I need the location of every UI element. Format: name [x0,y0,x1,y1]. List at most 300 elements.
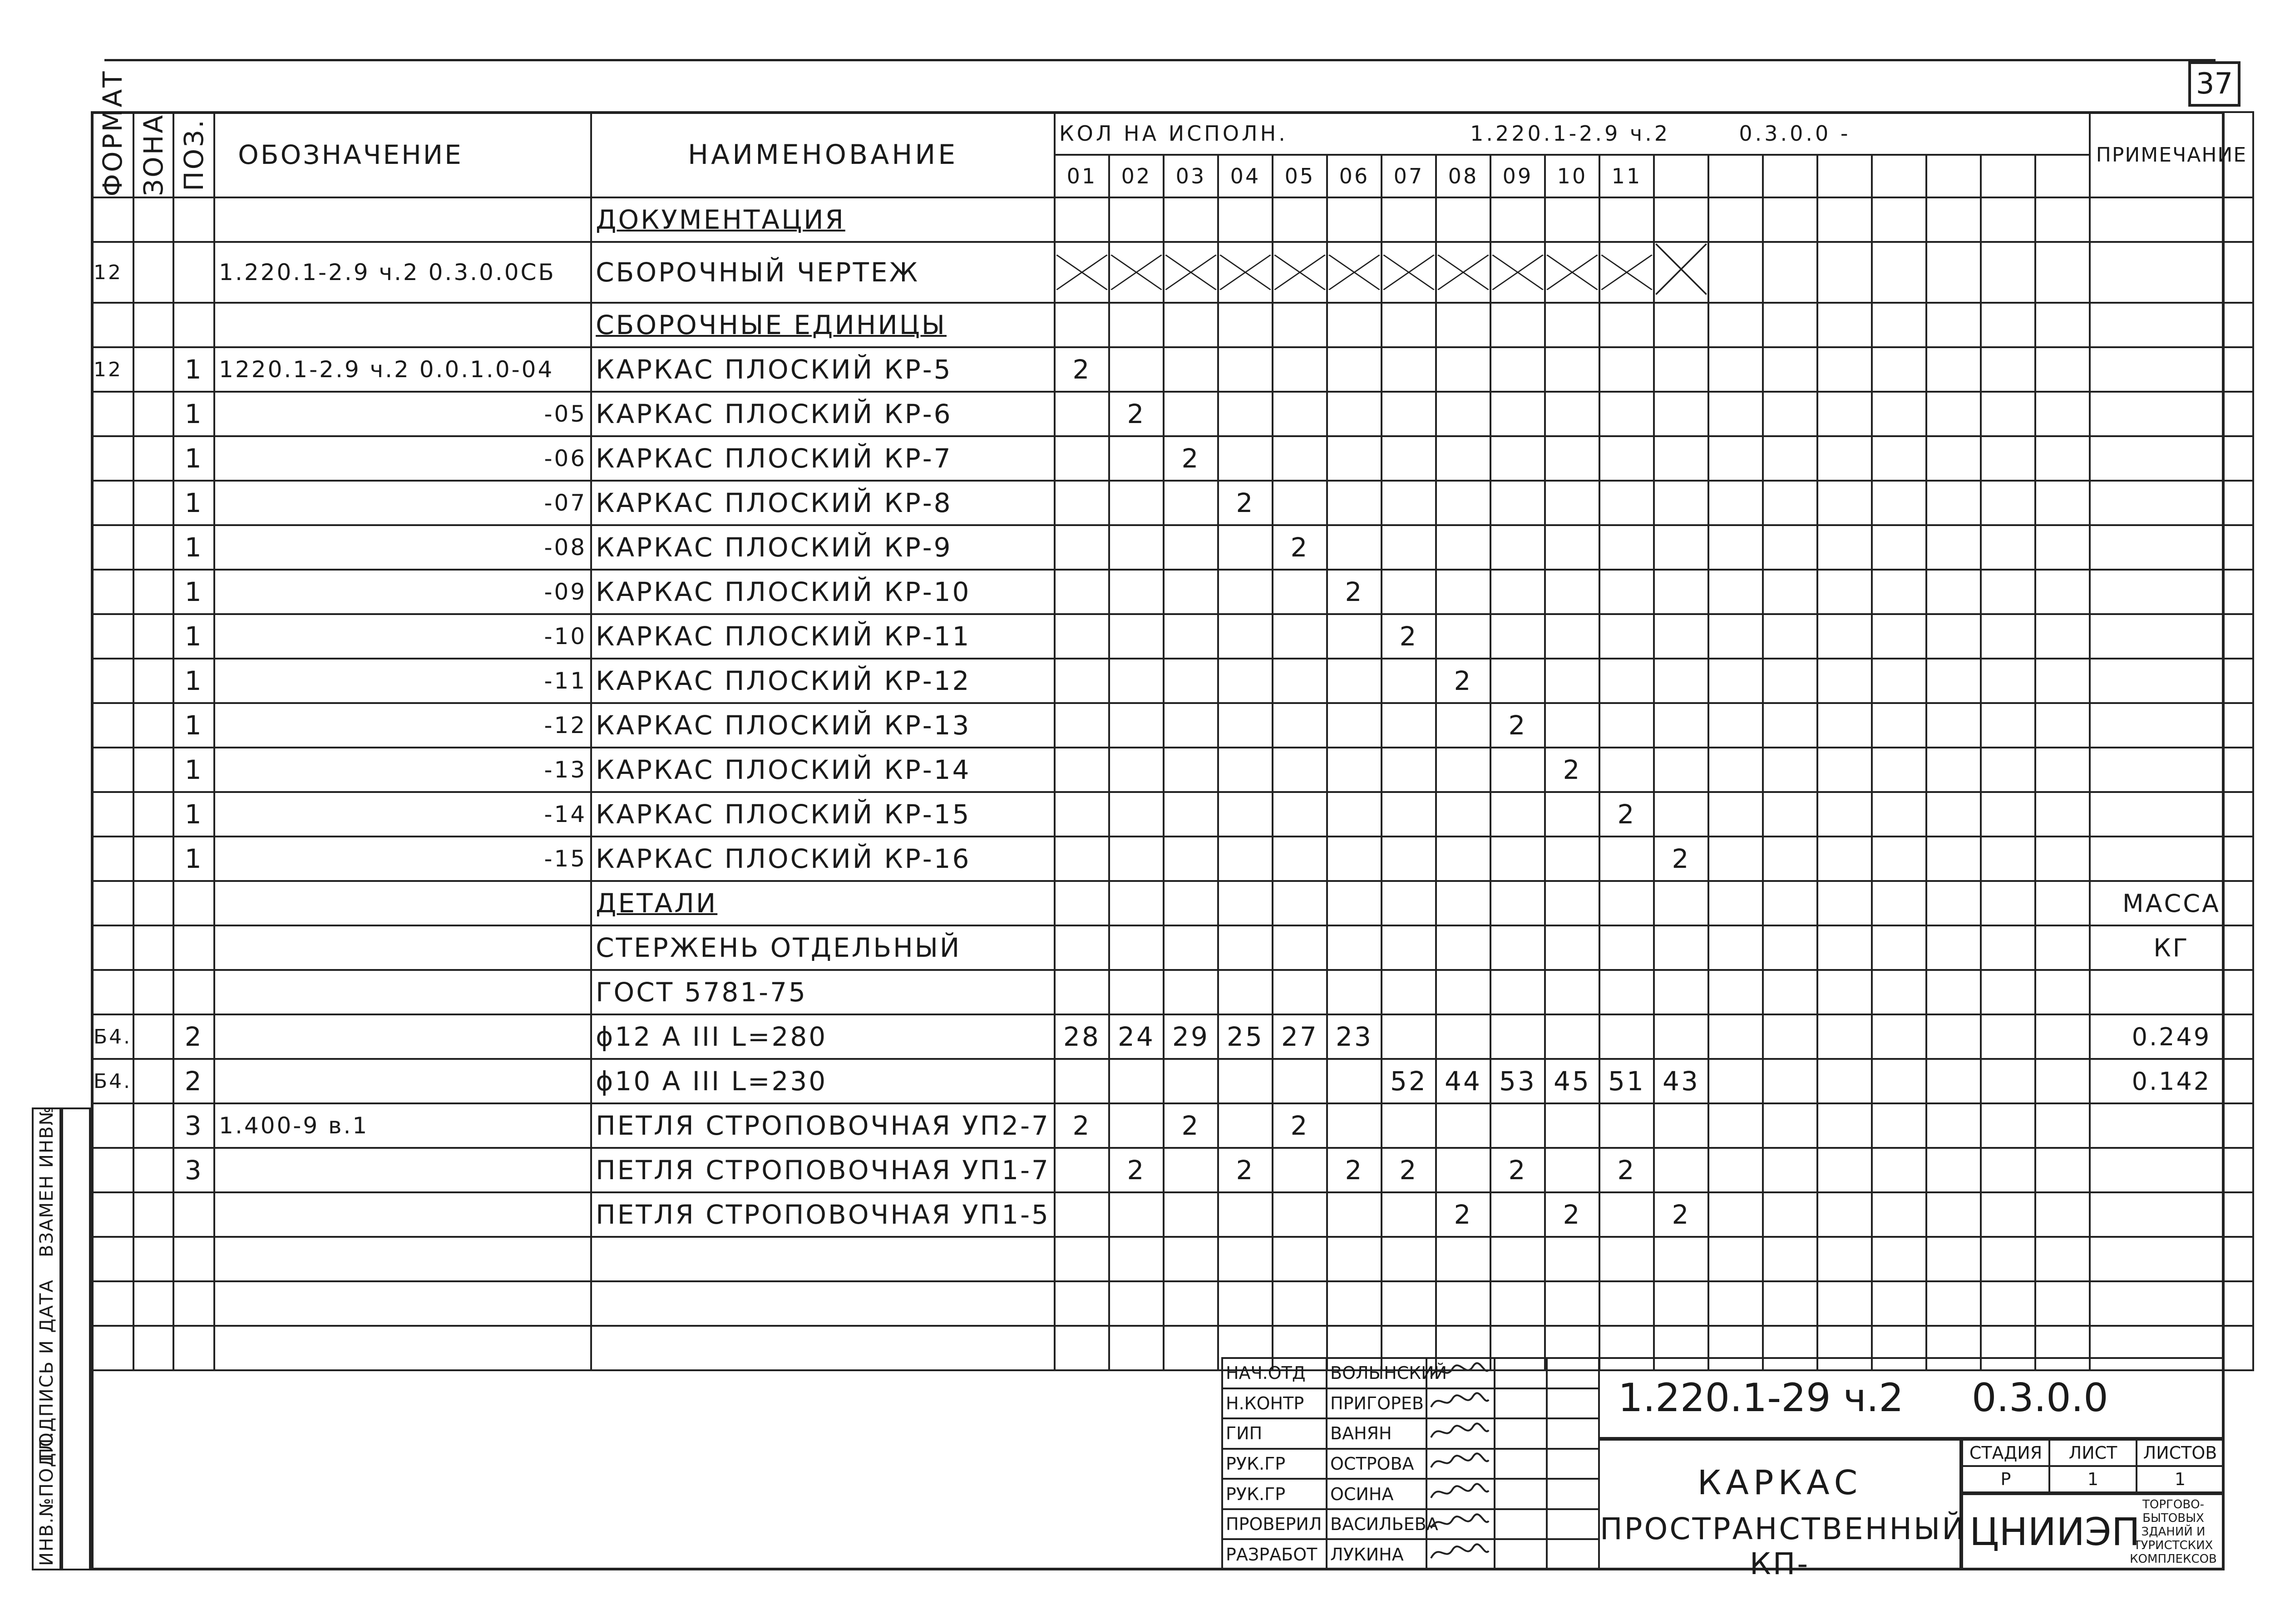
note-cell [2090,1192,2253,1237]
qty-cell [1273,436,1327,481]
signature-row [1222,1509,1599,1540]
pos-cell: 1 [173,792,214,837]
qty-cell [1382,792,1436,837]
qty-cell [1382,392,1436,436]
qty-cell: 2 [1545,1192,1599,1237]
qty-empty [1817,837,1872,881]
qty-cell [1599,703,1654,748]
note-cell [2090,792,2253,837]
qty-empty [2035,347,2090,392]
qty-empty [1817,570,1872,614]
stage-table [1961,1439,2225,1493]
qty-empty [1872,614,1926,659]
qty-cell [1055,481,1109,525]
qty-cell [1218,242,1273,303]
signature-role: Н.КОНТР [1222,1388,1327,1419]
qty-empty [1708,197,1763,242]
handwritten-signature-icon [1427,1481,1491,1503]
signature-row [1222,1449,1599,1479]
qty-empty [1763,481,1817,525]
spec-row [92,792,2253,837]
pos-cell: 1 [173,525,214,570]
spec-row [92,392,2253,436]
zone-cell [133,1281,173,1326]
qty-cell [1109,525,1164,570]
qty-empty [1872,792,1926,837]
qty-cell [1109,925,1164,970]
qty-cell [1327,659,1382,703]
qty-cell [1436,881,1490,925]
qty-empty [1872,525,1926,570]
qty-cell [1654,614,1708,659]
qty-cell [1599,436,1654,481]
qty-cell [1273,881,1327,925]
qty-empty [1981,242,2035,303]
designation-cell: -07 [214,481,591,525]
side-strip [32,1107,91,1570]
name-cell [591,525,1055,570]
spec-row [92,436,2253,481]
zone-cell [133,1014,173,1059]
qty-cell [1327,392,1382,436]
zone-cell [133,970,173,1014]
qty-cell [1599,197,1654,242]
qty-cell [1327,792,1382,837]
qty-cell [1490,881,1545,925]
qty-empty [1981,392,2035,436]
spec-row [92,1281,2253,1326]
item-name: ПЕТЛЯ СТРОПОВОЧНАЯ УП2-7 [596,1110,1050,1141]
signature-table [1221,1357,1598,1570]
qty-cell [1545,347,1599,392]
spec-row [92,1103,2253,1148]
qty-cell [1382,1014,1436,1059]
designation-cell: -12 [214,703,591,748]
qty-empty [1763,242,1817,303]
qty-cell [1654,242,1708,303]
qty-empty [1981,481,2035,525]
qty-cell [1436,703,1490,748]
pos-cell: 3 [173,1148,214,1192]
variant-empty [1817,155,1872,197]
qty-cell [1436,436,1490,481]
format-cell [92,392,133,436]
qty-empty [1926,570,1981,614]
qty-cell [1273,242,1327,303]
qty-cell [1327,1059,1382,1103]
qty-cell [1327,881,1382,925]
designation-cell: -11 [214,659,591,703]
qty-empty [1926,436,1981,481]
qty-empty [1981,748,2035,792]
cross-mark [1056,254,1108,290]
qty-empty [1708,481,1763,525]
qty-empty [1708,970,1763,1014]
qty-cell [1490,1103,1545,1148]
qty-cell [1273,570,1327,614]
qty-cell [1490,1281,1545,1326]
designation-cell [214,1059,591,1103]
section-heading: ДЕТАЛИ [596,888,718,919]
format-cell: 12 [92,242,133,303]
qty-code: 1.220.1-2.9 ч.2 [1470,121,1671,146]
qty-cell [1164,392,1218,436]
qty-cell [1599,347,1654,392]
spec-row [92,970,2253,1014]
qty-cell: 2 [1436,1192,1490,1237]
qty-cell [1164,1148,1218,1192]
designation-cell: 1.220.1-2.9 ч.2 0.3.0.0СБ [214,242,591,303]
format-cell [92,1192,133,1237]
qty-cell [1545,659,1599,703]
sheets-label: ЛИСТОВ [2137,1440,2224,1466]
qty-empty [2035,303,2090,347]
name-cell [591,1237,1055,1281]
qty-cell [1164,614,1218,659]
qty-cell [1436,837,1490,881]
top-rule [104,59,2216,61]
qty-cell [1545,481,1599,525]
name-cell [591,614,1055,659]
qty-empty [1926,837,1981,881]
qty-cell [1218,925,1273,970]
qty-cell [1654,570,1708,614]
qty-empty [1981,525,2035,570]
qty-cell: 2 [1382,1148,1436,1192]
qty-empty [1708,1192,1763,1237]
qty-cell [1327,481,1382,525]
qty-cell [1599,570,1654,614]
pos-cell: 3 [173,1103,214,1148]
qty-cell [1164,1237,1218,1281]
qty-empty [2035,1237,2090,1281]
pos-cell [173,1192,214,1237]
qty-cell: 2 [1654,837,1708,881]
item-name: ϕ12 А III L=280 [596,1021,828,1052]
qty-empty [2035,525,2090,570]
qty-empty [1872,970,1926,1014]
qty-cell [1055,703,1109,748]
handwritten-signature-icon [1427,1450,1491,1473]
name-cell [591,659,1055,703]
qty-cell [1545,1103,1599,1148]
spec-row [92,1148,2253,1192]
col-zone: ЗОНА [133,112,173,197]
qty-cell [1599,1237,1654,1281]
qty-cell [1654,970,1708,1014]
qty-cell [1164,748,1218,792]
designation-cell [214,303,591,347]
qty-cell [1599,242,1654,303]
qty-empty [1817,436,1872,481]
qty-cell: 2 [1218,481,1273,525]
qty-cell [1654,748,1708,792]
qty-empty [1926,614,1981,659]
qty-cell: 2 [1599,1148,1654,1192]
designation-cell [214,197,591,242]
qty-empty [1926,1281,1981,1326]
qty-cell [1490,1192,1545,1237]
signature-role: НАЧ.ОТД [1222,1358,1327,1388]
note-cell [2090,303,2253,347]
qty-cell [1436,242,1490,303]
cross-mark [1219,254,1272,290]
qty-cell [1599,970,1654,1014]
qty-cell [1055,881,1109,925]
note-cell [2090,197,2253,242]
note-cell [2090,242,2253,303]
qty-empty [1872,1103,1926,1148]
qty-empty [1763,881,1817,925]
item-name: ГОСТ 5781-75 [596,977,807,1008]
qty-cell [1490,792,1545,837]
qty-empty [1708,525,1763,570]
qty-empty [2035,570,2090,614]
qty-cell [1109,881,1164,925]
qty-cell [1055,970,1109,1014]
qty-cell [1599,303,1654,347]
item-name: КАРКАС ПЛОСКИЙ КР-12 [596,665,971,696]
zone-cell [133,347,173,392]
qty-empty [1981,925,2035,970]
organization [1961,1493,2225,1570]
qty-empty [2035,481,2090,525]
qty-empty [1926,1014,1981,1059]
variant-empty [1981,155,2035,197]
signature-name: ВАСИЛЬЕВА [1327,1509,1426,1540]
qty-cell [1055,197,1109,242]
zone-cell [133,1237,173,1281]
sheet-number: 37 [2188,61,2240,107]
note-cell [2090,1103,2253,1148]
replace-inv-label: ВЗАМЕН ИНВ№ [36,1105,57,1257]
qty-cell [1218,570,1273,614]
product-name-line1: КАРКАС [1697,1463,1862,1502]
qty-cell [1436,748,1490,792]
pos-cell [173,925,214,970]
spec-row [92,1059,2253,1103]
qty-cell [1164,570,1218,614]
qty-empty [1817,748,1872,792]
qty-empty [1872,1281,1926,1326]
qty-cell [1164,347,1218,392]
qty-cell [1273,748,1327,792]
variant-empty [1654,155,1708,197]
qty-cell: 2 [1436,659,1490,703]
pos-cell: 1 [173,837,214,881]
signature-row [1222,1388,1599,1419]
designation-cell: -15 [214,837,591,881]
signature-role: РУК.ГР [1222,1449,1327,1479]
variant-06: 06 [1327,155,1382,197]
qty-cell [1109,1281,1164,1326]
qty-empty [2035,1103,2090,1148]
qty-cell [1273,1059,1327,1103]
qty-cell [1654,303,1708,347]
variant-empty [1763,155,1817,197]
qty-cell [1490,570,1545,614]
qty-cell [1164,481,1218,525]
qty-empty [1872,1014,1926,1059]
qty-cell [1109,614,1164,659]
cross-mark [1655,243,1707,295]
zone-cell [133,570,173,614]
qty-cell [1109,1059,1164,1103]
spec-row [92,925,2253,970]
note-cell [2090,570,2253,614]
qty-cell: 51 [1599,1059,1654,1103]
item-name: КАРКАС ПЛОСКИЙ КР-16 [596,843,971,874]
qty-empty [1926,303,1981,347]
name-cell [591,197,1055,242]
name-cell [591,703,1055,748]
format-cell [92,881,133,925]
qty-empty [1817,925,1872,970]
qty-cell [1218,614,1273,659]
section-heading: ДОКУМЕНТАЦИЯ [596,204,845,235]
item-name: СБОРОЧНЫЙ ЧЕРТЕЖ [596,257,920,288]
qty-empty [1872,1148,1926,1192]
qty-empty [1981,703,2035,748]
qty-empty [1817,970,1872,1014]
name-cell [591,347,1055,392]
zone-cell [133,659,173,703]
qty-empty [1981,436,2035,481]
qty-cell [1382,347,1436,392]
sheet-label: ЛИСТ [2049,1440,2137,1466]
qty-cell [1218,347,1273,392]
qty-cell [1436,1281,1490,1326]
zone-cell [133,525,173,570]
qty-empty [1872,392,1926,436]
qty-empty [2035,792,2090,837]
qty-cell [1055,792,1109,837]
signature-mark [1426,1539,1495,1570]
qty-cell [1109,1237,1164,1281]
qty-empty [1981,659,2035,703]
document-code-main: 1.220.1-29 ч.2 [1618,1375,1904,1421]
qty-cell [1273,303,1327,347]
note-cell [2090,837,2253,881]
qty-cell [1436,303,1490,347]
name-cell [591,1014,1055,1059]
variant-03: 03 [1164,155,1218,197]
item-name: СТЕРЖЕНЬ ОТДЕЛЬНЫЙ [596,932,962,963]
qty-empty [2035,1281,2090,1326]
format-cell [92,837,133,881]
qty-empty [1708,570,1763,614]
qty-cell: 28 [1055,1014,1109,1059]
qty-cell [1382,925,1436,970]
qty-cell [1055,242,1109,303]
qty-cell [1218,525,1273,570]
signature-role: ПРОВЕРИЛ [1222,1509,1327,1540]
qty-empty [1926,525,1981,570]
qty-cell [1545,1014,1599,1059]
qty-empty [1817,392,1872,436]
designation-cell [214,970,591,1014]
cross-mark [1600,254,1653,290]
qty-empty [1763,392,1817,436]
qty-cell [1654,792,1708,837]
qty-cell [1490,242,1545,303]
signature-name: ВОЛЫНСКИЙ [1327,1358,1426,1388]
qty-cell [1436,1014,1490,1059]
qty-empty [1981,1281,2035,1326]
qty-empty [1763,1014,1817,1059]
qty-empty [2035,197,2090,242]
variant-01: 01 [1055,155,1109,197]
qty-cell [1273,197,1327,242]
qty-empty [1926,748,1981,792]
signature-mark [1426,1479,1495,1509]
organization-name: ЦНИИЭП [1969,1510,2140,1554]
qty-cell [1218,392,1273,436]
qty-cell [1327,837,1382,881]
signature-mark [1426,1418,1495,1449]
qty-cell [1382,881,1436,925]
designation-cell [214,1281,591,1326]
qty-cell: 2 [1055,347,1109,392]
qty-empty [1981,1014,2035,1059]
format-cell [92,525,133,570]
qty-empty [2035,1192,2090,1237]
header-row-1 [92,112,2253,155]
designation-cell: 1.400-9 в.1 [214,1103,591,1148]
qty-cell [1109,570,1164,614]
variant-05: 05 [1273,155,1327,197]
qty-cell [1327,925,1382,970]
qty-cell [1055,1148,1109,1192]
item-name: КАРКАС ПЛОСКИЙ КР-7 [596,443,952,474]
qty-empty [1708,1281,1763,1326]
qty-cell [1599,1281,1654,1326]
qty-cell [1218,1237,1273,1281]
qty-empty [1763,436,1817,481]
qty-cell [1545,1237,1599,1281]
name-cell [591,792,1055,837]
qty-cell [1327,1237,1382,1281]
qty-cell [1109,970,1164,1014]
sheets-value: 1 [2137,1466,2224,1492]
qty-empty [1763,1281,1817,1326]
pos-cell [173,242,214,303]
qty-cell [1654,703,1708,748]
note-cell [2090,525,2253,570]
qty-cell [1218,1059,1273,1103]
handwritten-signature-icon [1427,1541,1491,1564]
qty-cell [1164,659,1218,703]
document-code [1598,1357,2225,1439]
qty-cell [1109,347,1164,392]
qty-cell [1490,970,1545,1014]
note-cell [2090,659,2253,703]
format-cell [92,570,133,614]
note-cell [2090,1237,2253,1281]
qty-empty [1763,1237,1817,1281]
qty-cell [1273,659,1327,703]
qty-empty [1708,881,1763,925]
designation-cell: 1220.1-2.9 ч.2 0.0.1.0-04 [214,347,591,392]
qty-empty [1763,1148,1817,1192]
qty-cell [1654,197,1708,242]
qty-empty [1926,1237,1981,1281]
qty-cell [1654,1281,1708,1326]
zone-cell [133,481,173,525]
name-cell [591,481,1055,525]
qty-empty [1708,748,1763,792]
qty-empty [2035,925,2090,970]
